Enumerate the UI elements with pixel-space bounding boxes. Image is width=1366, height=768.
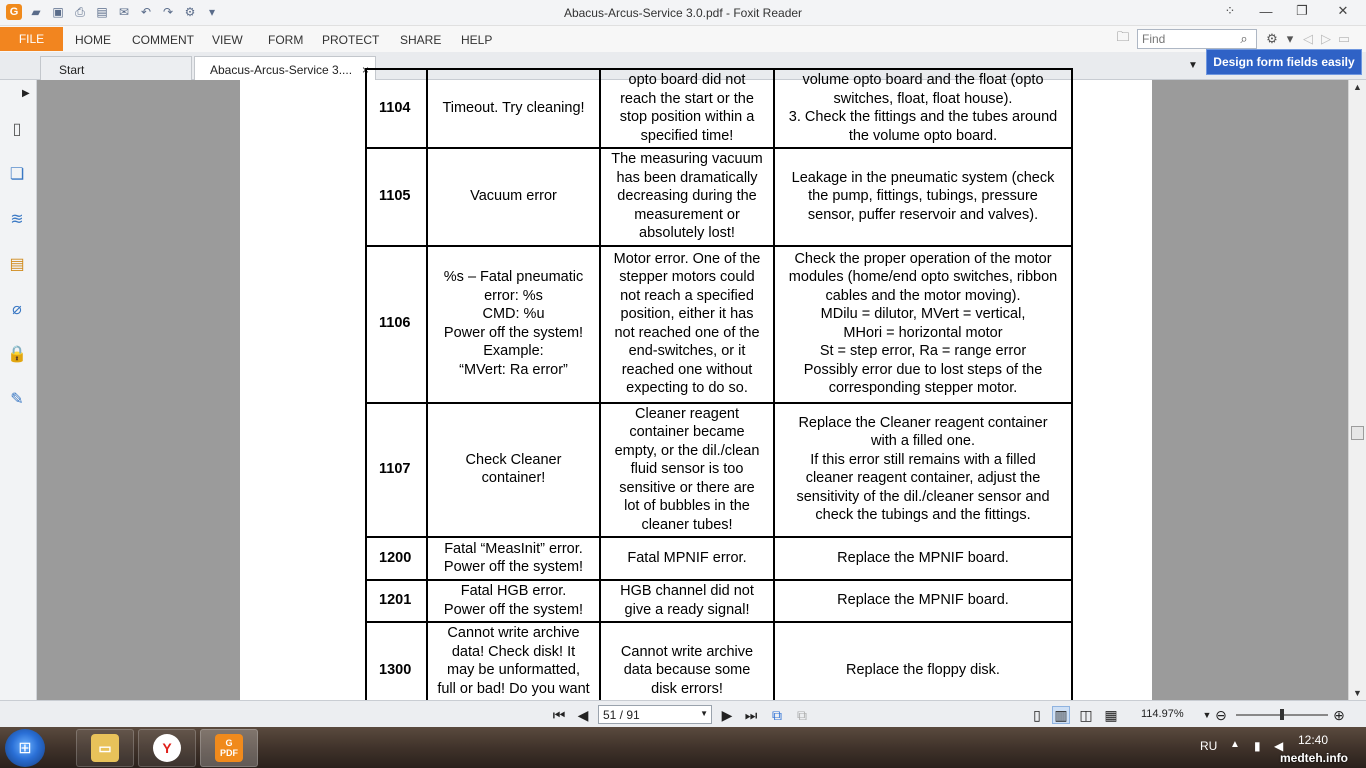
cell-text-line: Cannot write archive <box>620 643 754 660</box>
zoom-level[interactable]: 114.97% <box>1141 708 1184 720</box>
redo-icon[interactable]: ↷ <box>162 5 174 19</box>
pdf-icon-label: PDF <box>220 748 238 758</box>
pdf-page <box>240 72 1152 700</box>
cell-text-line: Check the proper operation of the motor <box>794 250 1052 267</box>
single-page-icon[interactable]: ▯ <box>1033 706 1041 723</box>
volume-icon[interactable]: ◀ <box>1274 739 1284 753</box>
cell-text-line: fluid sensor is too <box>630 461 744 477</box>
save-icon[interactable]: ▣ <box>52 5 64 19</box>
cell-text-line: cables and the motor moving). <box>825 287 1021 304</box>
error-cause-cell <box>600 537 774 580</box>
cell-text-line: MDilu = dilutor, MVert = vertical, <box>820 306 1026 322</box>
scroll-down-icon[interactable]: ▼ <box>1353 688 1362 698</box>
next-view-icon[interactable]: ⧉ <box>797 706 807 723</box>
cell-text-line: Fatal HGB error. <box>460 583 567 599</box>
search-settings-icon[interactable]: ⚙ <box>1266 31 1278 46</box>
navigation-panel <box>0 80 37 700</box>
cell-text-line: Timeout. Try cleaning! <box>442 99 585 116</box>
maximize-button[interactable]: ❐ <box>1296 3 1308 18</box>
cell-text-line: Check Cleaner <box>465 451 562 468</box>
cell-text-line: not reach a specified <box>620 287 754 304</box>
error-action-cell <box>774 580 1072 622</box>
email-icon[interactable]: ✉ <box>118 5 130 19</box>
cell-text-line: container! <box>481 470 546 487</box>
error-code-cell: 1106 <box>366 246 427 403</box>
menu-help[interactable]: HELP <box>461 33 493 47</box>
tab-document[interactable] <box>194 56 376 80</box>
find-area <box>1114 29 1353 49</box>
network-icon[interactable]: ▮ <box>1254 739 1261 753</box>
error-code-cell: 1201 <box>366 580 427 622</box>
error-message-cell <box>427 537 600 580</box>
cell-text-line: stop position within a <box>619 109 755 125</box>
attachment-icon[interactable]: ⌀ <box>12 301 22 318</box>
error-message-cell <box>427 69 600 148</box>
cell-text-line: reached one without <box>621 361 753 378</box>
cell-text-line: Power off the system! <box>443 601 584 618</box>
cell-text-line: sensitivity of the dil./cleaner sensor and <box>796 488 1050 505</box>
cell-text-line: Fatal “MeasInit” error. <box>444 540 583 557</box>
zoom-dropdown-icon[interactable]: ▼ <box>1202 710 1212 720</box>
cell-text-line: Leakage in the pneumatic system (check <box>791 169 1055 186</box>
cell-text-line: check the tubings and the fittings. <box>815 507 1031 524</box>
last-page-icon[interactable]: ⏭ <box>744 706 758 723</box>
error-message-cell <box>427 403 600 538</box>
error-code-cell: 1104 <box>366 69 427 148</box>
error-table <box>365 68 1073 721</box>
find-input[interactable]: Find <box>1137 29 1257 49</box>
cell-text-line: MHori = horizontal motor <box>843 324 1003 341</box>
layers-icon[interactable]: ≋ <box>10 211 24 228</box>
cell-text-line: has been dramatically <box>616 169 758 186</box>
cell-text-line: sensor, puffer reservoir and valves). <box>807 206 1039 223</box>
cell-text-line: absolutely lost! <box>639 225 735 241</box>
previous-page-icon[interactable]: ◀ <box>577 706 589 723</box>
minimize-button[interactable]: — <box>1259 3 1273 19</box>
bookmark-icon[interactable]: ▯ <box>12 121 22 138</box>
cell-text-line: may be unformatted, <box>447 662 580 678</box>
menu-file[interactable]: FILE <box>0 27 63 51</box>
cell-text-line: data! Check disk! It <box>451 643 576 660</box>
cell-text-line: Motor error. One of the <box>613 250 761 267</box>
tab-start[interactable] <box>40 56 192 80</box>
menu-bar <box>0 26 1366 52</box>
cell-text-line: corresponding stepper motor. <box>828 380 1018 396</box>
cell-text-line: Replace the Cleaner reagent container <box>798 414 1048 431</box>
cell-text-line: end-switches, or it <box>628 343 746 359</box>
cell-text-line: cleaner reagent container, adjust the <box>805 470 1041 487</box>
cell-text-line: specified time! <box>640 127 734 144</box>
print-icon[interactable]: ⎙ <box>75 4 85 19</box>
cell-text-line: lot of bubbles in the <box>624 498 750 514</box>
zoom-slider-handle[interactable] <box>1280 709 1284 720</box>
cell-text-line: stepper motors could <box>619 269 755 285</box>
cell-text-line: sensitive or there are <box>619 479 755 496</box>
cell-text-line: position, either it has <box>620 306 754 322</box>
cell-text-line: St = step error, Ra = range error <box>819 343 1027 359</box>
pages-icon[interactable]: ❏ <box>9 166 25 183</box>
vertical-scrollbar[interactable] <box>1348 80 1366 700</box>
error-code-cell: 1105 <box>366 148 427 246</box>
table-row <box>366 537 1072 580</box>
cell-text-line: reach the start or the <box>620 90 754 107</box>
continuous-facing-icon[interactable]: ▦ <box>1104 706 1118 723</box>
find-folder-icon[interactable]: 🗀 <box>1116 29 1130 44</box>
tray-show-hidden-icon[interactable]: ▲ <box>1230 739 1240 750</box>
table-row <box>366 580 1072 622</box>
cell-text-line: cleaner tubes! <box>641 516 733 533</box>
cell-text-line: not reached one of the <box>614 324 760 341</box>
cell-text-line: Example: <box>483 343 544 359</box>
cell-text-line: Power off the system! <box>443 559 584 575</box>
scroll-thumb[interactable] <box>1351 426 1364 440</box>
cell-text-line: modules (home/end opto switches, ribbon <box>788 269 1058 285</box>
facing-page-icon[interactable]: ◫ <box>1079 706 1093 723</box>
document-view[interactable] <box>37 72 1348 700</box>
menu-comment[interactable]: COMMENT <box>132 33 194 47</box>
menu-view[interactable]: VIEW <box>212 33 243 47</box>
cell-text-line: Possibly error due to lost steps of the <box>803 361 1043 378</box>
error-message-cell <box>427 148 600 246</box>
cell-text-line: the volume opto board. <box>848 127 998 144</box>
undo-icon[interactable]: ↶ <box>140 5 152 19</box>
taskbar-yandex-browser[interactable] <box>138 729 196 767</box>
cell-text-line: the pump, fittings, tubings, pressure <box>808 188 1038 204</box>
tab-document-label: Abacus-Arcus-Service 3.... <box>210 63 353 77</box>
table-row <box>366 69 1072 148</box>
open-folder-icon[interactable]: ▰ <box>31 5 41 19</box>
signature-icon[interactable]: ✎ <box>10 391 24 408</box>
cell-text-line: error: %s <box>484 287 543 304</box>
table-row <box>366 246 1072 403</box>
status-bar <box>0 700 1366 727</box>
cell-text-line: CMD: %u <box>482 306 545 322</box>
error-cause-cell <box>600 69 774 148</box>
folder-icon: ▭ <box>91 734 119 762</box>
cell-text-line: expecting to do so. <box>626 380 748 396</box>
cell-text-line: decreasing during the <box>617 188 757 204</box>
cell-text-line: Vacuum error <box>470 188 557 204</box>
error-code-cell: 1300 <box>366 622 427 720</box>
cell-text-line: Replace the MPNIF board. <box>837 549 1009 566</box>
yandex-browser-icon: Y <box>153 734 181 762</box>
tab-start-label: Start <box>59 63 85 77</box>
error-message-cell <box>427 246 600 403</box>
table-row <box>366 403 1072 538</box>
search-icon[interactable]: ⌕ <box>1240 31 1248 46</box>
clock[interactable]: 12:40 <box>1298 733 1329 747</box>
start-button[interactable]: ⊞ <box>5 729 45 767</box>
find-options-dropdown-icon[interactable]: ▾ <box>1286 31 1294 46</box>
first-page-icon[interactable]: ⏮ <box>552 706 566 723</box>
language-indicator[interactable]: RU <box>1200 739 1218 753</box>
window-controls <box>1212 0 1366 22</box>
cell-text-line: If this error still remains with a filled <box>810 451 1036 468</box>
security-lock-icon[interactable]: 🔒 <box>7 346 27 363</box>
cell-text-line: The measuring vacuum <box>611 151 763 167</box>
comments-icon[interactable]: ▤ <box>9 256 25 273</box>
title-bar <box>0 0 1366 26</box>
cell-text-line: container became <box>629 424 745 440</box>
foxit-pdf-icon: G PDF <box>215 734 243 762</box>
cell-text-line: full or bad! Do you want <box>437 680 590 697</box>
customize-dropdown-icon[interactable]: ▾ <box>208 5 216 19</box>
windows-taskbar <box>0 727 1366 768</box>
tab-list-dropdown-icon[interactable]: ▼ <box>1188 60 1198 71</box>
zoom-in-icon[interactable]: ⊕ <box>1333 706 1345 723</box>
scroll-up-icon[interactable]: ▲ <box>1353 82 1362 92</box>
cell-text-line: Cleaner reagent <box>635 405 739 422</box>
cell-text-line: “MVert: Ra error” <box>459 361 568 378</box>
cell-text-line: give a ready signal! <box>624 601 750 618</box>
menu-share[interactable]: SHARE <box>400 33 442 47</box>
error-cause-cell <box>600 148 774 246</box>
cell-text-line: HGB channel did not <box>620 583 754 599</box>
error-action-cell <box>774 246 1072 403</box>
cell-text-line: switches, float, float house). <box>833 90 1013 107</box>
error-message-cell <box>427 580 600 622</box>
window-title: Abacus-Arcus-Service 3.0.pdf - Foxit Reader <box>563 6 803 20</box>
error-code-cell: 1107 <box>366 403 427 538</box>
continuous-page-icon[interactable]: ▥ <box>1052 706 1070 724</box>
menu-home[interactable]: HOME <box>75 33 111 47</box>
cell-text-line: 3. Check the fittings and the tubes around <box>788 109 1058 125</box>
cell-text-line: Cannot write archive <box>447 625 580 641</box>
taskbar-explorer[interactable] <box>76 729 134 767</box>
expand-panel-icon[interactable]: ▶ <box>22 88 30 99</box>
error-action-cell <box>774 69 1072 148</box>
zoom-out-icon[interactable]: ⊖ <box>1215 706 1227 723</box>
cell-text-line: Power off the system! <box>443 324 584 341</box>
cell-text-line: Replace the floppy disk. <box>846 662 1000 678</box>
taskbar-foxit-reader[interactable] <box>200 729 258 767</box>
find-next-icon[interactable]: ▷ <box>1321 31 1331 46</box>
page-dropdown-icon[interactable]: ▼ <box>700 709 708 718</box>
error-action-cell <box>774 403 1072 538</box>
cell-text-line: disk errors! <box>651 680 723 697</box>
error-cause-cell <box>600 403 774 538</box>
table-row <box>366 148 1072 246</box>
cell-text-line: empty, or the dil./clean <box>614 442 760 459</box>
menu-form[interactable]: FORM <box>268 33 304 47</box>
cell-text-line: Fatal MPNIF error. <box>627 549 747 566</box>
properties-icon[interactable]: ▤ <box>96 5 108 19</box>
foxit-app-icon[interactable]: G <box>6 4 22 20</box>
close-button[interactable]: ✕ <box>1337 3 1349 18</box>
previous-view-icon[interactable]: ⧉ <box>772 706 782 723</box>
customize-gear-icon[interactable]: ⚙ <box>184 5 196 19</box>
cell-text-line: with a filled one. <box>871 433 975 450</box>
cell-text-line: volume opto board and the float (opto <box>802 72 1044 88</box>
error-action-cell <box>774 148 1072 246</box>
design-form-banner[interactable]: Design form fields easily <box>1206 49 1362 75</box>
menu-protect[interactable]: PROTECT <box>322 33 380 47</box>
error-cause-cell <box>600 580 774 622</box>
find-previous-icon[interactable]: ◁ <box>1303 31 1313 46</box>
error-code-cell: 1200 <box>366 537 427 580</box>
cell-text-line: measurement or <box>634 206 740 223</box>
page-indicator: 51 / 91 <box>603 708 640 722</box>
cell-text-line: opto board did not <box>628 72 746 88</box>
ribbon-toggle-icon[interactable]: ⁘ <box>1224 3 1236 18</box>
cell-text-line: data because some <box>623 662 751 678</box>
next-page-icon[interactable]: ▶ <box>721 706 733 723</box>
error-cause-cell <box>600 246 774 403</box>
tab-close-icon[interactable]: × <box>361 63 369 77</box>
cell-text-line: Replace the MPNIF board. <box>837 592 1009 609</box>
watermark-text: medteh.info <box>1280 751 1348 765</box>
error-action-cell <box>774 537 1072 580</box>
page-number-input[interactable] <box>598 705 712 724</box>
find-more-icon[interactable]: ▭ <box>1337 31 1351 46</box>
cell-text-line: %s – Fatal pneumatic <box>443 269 584 285</box>
